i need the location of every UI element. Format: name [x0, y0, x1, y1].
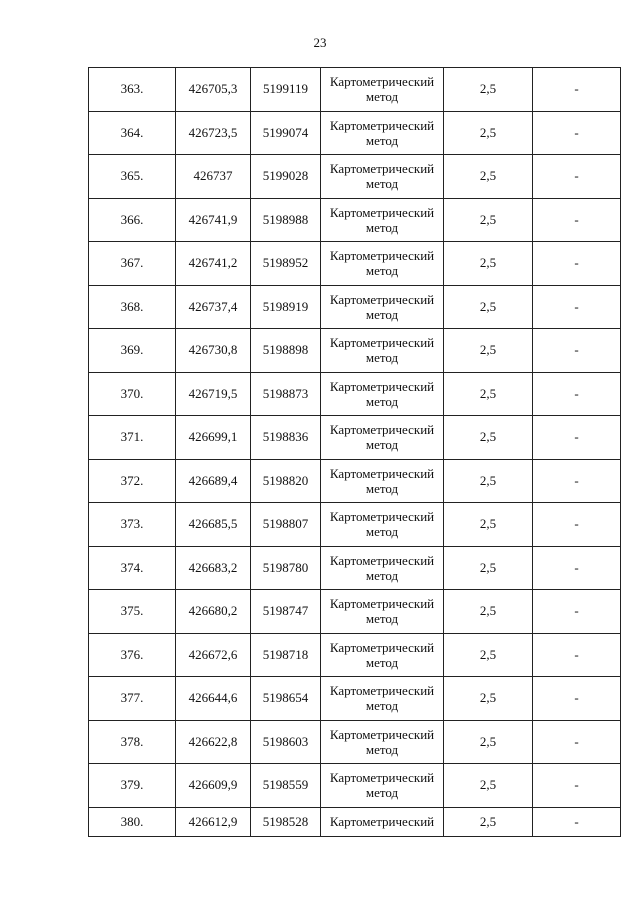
- table-row: [89, 633, 621, 677]
- note-cell: -: [533, 677, 621, 721]
- accuracy-cell: 2,5: [444, 459, 533, 503]
- x-coordinate-cell: 426737: [176, 155, 251, 199]
- table-row: [89, 285, 621, 329]
- y-coordinate-cell: 5198654: [251, 677, 321, 721]
- x-coordinate-cell: 426672,6: [176, 633, 251, 677]
- method-cell: [321, 155, 444, 199]
- x-coordinate-cell: 426719,5: [176, 372, 251, 416]
- y-coordinate-cell: 5198807: [251, 503, 321, 547]
- y-coordinate-cell: 5198559: [251, 764, 321, 808]
- point-number-cell: 364.: [89, 111, 176, 155]
- method-label: Картометрический метод: [329, 509, 435, 540]
- note-cell: -: [533, 503, 621, 547]
- y-coordinate-cell: 5199028: [251, 155, 321, 199]
- x-coordinate-cell: 426683,2: [176, 546, 251, 590]
- method-label: Картометрический метод: [329, 552, 435, 583]
- method-cell: [321, 329, 444, 373]
- y-coordinate-cell: 5198836: [251, 416, 321, 460]
- method-label: Картометрический метод: [329, 639, 435, 670]
- method-label: Картометрический метод: [329, 335, 435, 366]
- method-cell: [321, 285, 444, 329]
- table-row: [89, 720, 621, 764]
- method-cell: [321, 720, 444, 764]
- point-number-cell: 370.: [89, 372, 176, 416]
- x-coordinate-cell: 426741,2: [176, 242, 251, 286]
- x-coordinate-cell: 426680,2: [176, 590, 251, 634]
- method-label: Картометрический метод: [329, 204, 435, 235]
- method-label: Картометрический метод: [329, 74, 435, 105]
- y-coordinate-cell: 5198820: [251, 459, 321, 503]
- x-coordinate-cell: 426622,8: [176, 720, 251, 764]
- table-row: [89, 242, 621, 286]
- point-number-cell: 368.: [89, 285, 176, 329]
- note-cell: -: [533, 459, 621, 503]
- accuracy-cell: 2,5: [444, 807, 533, 836]
- method-cell: [321, 68, 444, 112]
- point-number-cell: 379.: [89, 764, 176, 808]
- accuracy-cell: 2,5: [444, 503, 533, 547]
- x-coordinate-cell: 426705,3: [176, 68, 251, 112]
- x-coordinate-cell: 426689,4: [176, 459, 251, 503]
- x-coordinate-cell: 426730,8: [176, 329, 251, 373]
- method-cell: [321, 459, 444, 503]
- x-coordinate-cell: 426741,9: [176, 198, 251, 242]
- method-label: Картометрический метод: [329, 161, 435, 192]
- table-row: [89, 590, 621, 634]
- point-number-cell: 371.: [89, 416, 176, 460]
- method-cell: [321, 590, 444, 634]
- method-cell: [321, 807, 444, 836]
- y-coordinate-cell: 5198898: [251, 329, 321, 373]
- y-coordinate-cell: 5198780: [251, 546, 321, 590]
- y-coordinate-cell: 5198952: [251, 242, 321, 286]
- accuracy-cell: 2,5: [444, 720, 533, 764]
- accuracy-cell: 2,5: [444, 155, 533, 199]
- note-cell: -: [533, 329, 621, 373]
- note-cell: -: [533, 720, 621, 764]
- coordinates-table-body: [89, 68, 621, 837]
- method-label: Картометрический метод: [329, 422, 435, 453]
- x-coordinate-cell: 426612,9: [176, 807, 251, 836]
- accuracy-cell: 2,5: [444, 677, 533, 721]
- accuracy-cell: 2,5: [444, 764, 533, 808]
- x-coordinate-cell: 426699,1: [176, 416, 251, 460]
- note-cell: -: [533, 546, 621, 590]
- note-cell: -: [533, 633, 621, 677]
- x-coordinate-cell: 426609,9: [176, 764, 251, 808]
- table-row: [89, 68, 621, 112]
- x-coordinate-cell: 426723,5: [176, 111, 251, 155]
- table-row: [89, 807, 621, 836]
- table-row: [89, 503, 621, 547]
- table-row: [89, 111, 621, 155]
- method-label: Картометрический метод: [329, 726, 435, 757]
- method-cell: [321, 546, 444, 590]
- method-cell: [321, 242, 444, 286]
- note-cell: -: [533, 68, 621, 112]
- accuracy-cell: 2,5: [444, 198, 533, 242]
- point-number-cell: 378.: [89, 720, 176, 764]
- y-coordinate-cell: 5198528: [251, 807, 321, 836]
- table-row: [89, 155, 621, 199]
- point-number-cell: 375.: [89, 590, 176, 634]
- method-label: Картометрический метод: [329, 248, 435, 279]
- method-cell: [321, 677, 444, 721]
- x-coordinate-cell: 426685,5: [176, 503, 251, 547]
- y-coordinate-cell: 5199074: [251, 111, 321, 155]
- method-cell: [321, 372, 444, 416]
- accuracy-cell: 2,5: [444, 416, 533, 460]
- accuracy-cell: 2,5: [444, 590, 533, 634]
- table-row: [89, 459, 621, 503]
- method-cell: [321, 198, 444, 242]
- note-cell: -: [533, 590, 621, 634]
- method-cell: [321, 503, 444, 547]
- point-number-cell: 377.: [89, 677, 176, 721]
- point-number-cell: 372.: [89, 459, 176, 503]
- note-cell: -: [533, 764, 621, 808]
- note-cell: -: [533, 807, 621, 836]
- point-number-cell: 373.: [89, 503, 176, 547]
- table-row: [89, 764, 621, 808]
- table-row: [89, 198, 621, 242]
- note-cell: -: [533, 242, 621, 286]
- accuracy-cell: 2,5: [444, 546, 533, 590]
- y-coordinate-cell: 5198603: [251, 720, 321, 764]
- x-coordinate-cell: 426644,6: [176, 677, 251, 721]
- note-cell: -: [533, 416, 621, 460]
- point-number-cell: 366.: [89, 198, 176, 242]
- y-coordinate-cell: 5198988: [251, 198, 321, 242]
- method-label: Картометрический метод: [329, 596, 435, 627]
- note-cell: -: [533, 198, 621, 242]
- method-label: Картометрический метод: [329, 770, 435, 801]
- method-label: Картометрический метод: [329, 291, 435, 322]
- note-cell: -: [533, 155, 621, 199]
- method-label: Картометрический метод: [329, 465, 435, 496]
- point-number-cell: 365.: [89, 155, 176, 199]
- y-coordinate-cell: 5198718: [251, 633, 321, 677]
- y-coordinate-cell: 5198919: [251, 285, 321, 329]
- point-number-cell: 374.: [89, 546, 176, 590]
- method-label: Картометрический метод: [329, 117, 435, 148]
- coordinates-table: [88, 67, 621, 837]
- method-label: Картометрический метод: [329, 378, 435, 409]
- method-cell: [321, 416, 444, 460]
- note-cell: -: [533, 285, 621, 329]
- y-coordinate-cell: 5199119: [251, 68, 321, 112]
- method-cell: [321, 764, 444, 808]
- accuracy-cell: 2,5: [444, 372, 533, 416]
- accuracy-cell: 2,5: [444, 285, 533, 329]
- page-number: 23: [313, 35, 327, 50]
- table-row: [89, 546, 621, 590]
- table-row: [89, 329, 621, 373]
- table-row: [89, 416, 621, 460]
- y-coordinate-cell: 5198747: [251, 590, 321, 634]
- accuracy-cell: 2,5: [444, 68, 533, 112]
- method-cell: [321, 111, 444, 155]
- table-row: [89, 677, 621, 721]
- x-coordinate-cell: 426737,4: [176, 285, 251, 329]
- point-number-cell: 380.: [89, 807, 176, 836]
- method-label: Картометрический метод: [329, 683, 435, 714]
- method-cell: [321, 633, 444, 677]
- method-label: Картометрический: [329, 814, 435, 829]
- y-coordinate-cell: 5198873: [251, 372, 321, 416]
- accuracy-cell: 2,5: [444, 329, 533, 373]
- point-number-cell: 369.: [89, 329, 176, 373]
- point-number-cell: 363.: [89, 68, 176, 112]
- accuracy-cell: 2,5: [444, 633, 533, 677]
- point-number-cell: 376.: [89, 633, 176, 677]
- table-row: [89, 372, 621, 416]
- note-cell: -: [533, 111, 621, 155]
- note-cell: -: [533, 372, 621, 416]
- accuracy-cell: 2,5: [444, 242, 533, 286]
- point-number-cell: 367.: [89, 242, 176, 286]
- accuracy-cell: 2,5: [444, 111, 533, 155]
